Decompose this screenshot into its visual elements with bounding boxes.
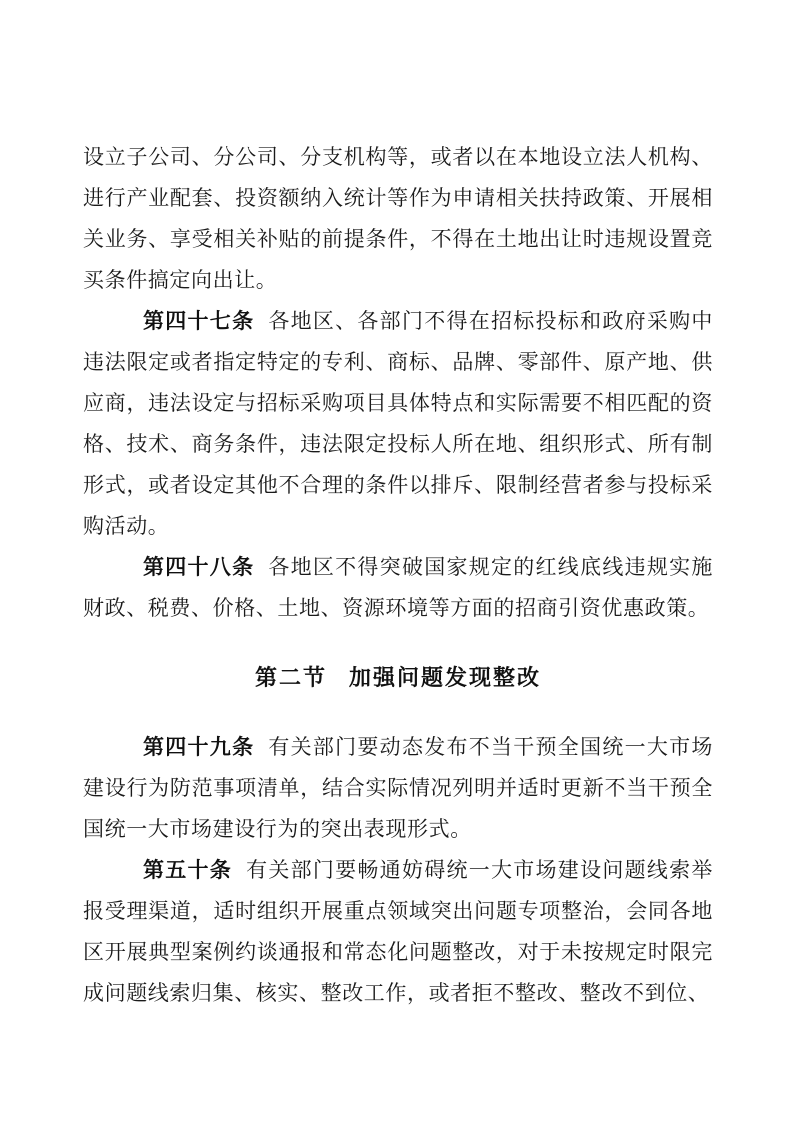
article-48-number: 第四十八条 [143, 555, 255, 579]
article-48-paragraph [83, 547, 713, 629]
document-text-block [83, 137, 713, 1014]
article-49-paragraph [83, 727, 713, 850]
article-50-paragraph [83, 850, 713, 1014]
article-49-number: 第四十九条 [143, 735, 255, 759]
article-49-text: 有关部门要动态发布不当干预全国统一大市场建设行为防范事项清单，结合实际情况列明并适时更新不当干预全国统一大市场建设行为的突出表现形式。 [83, 735, 714, 841]
section-number: 第二节 [254, 665, 327, 690]
paragraph-continuation: 设立子公司、分公司、分支机构等，或者以在本地设立法人机构、进行产业配套、投资额纳入统计等作为申请相关扶持政策、开展相关业务、享受相关补贴的前提条件，不得在土地出让时违规设置竞买条件搞定向出让。 [83, 145, 713, 292]
section-heading [83, 657, 713, 698]
article-50-number: 第五十条 [143, 858, 233, 882]
section-title: 加强问题发现整改 [349, 665, 542, 690]
article-48-text: 各地区不得突破国家规定的红线底线违规实施财政、税费、价格、土地、资源环境等方面的招商引资优惠政策。 [83, 555, 714, 620]
article-50-text: 有关部门要畅通妨碍统一大市场建设问题线索举报受理渠道，适时组织开展重点领域突出问题专项整治，会同各地区开展典型案例约谈通报和常态化问题整改，对于未按规定时限完成问题线索归集、核实、整改工作，或者拒不整改、整改不到位、 [83, 858, 713, 1005]
article-47-paragraph [83, 301, 713, 547]
article-47-text: 各地区、各部门不得在招标投标和政府采购中违法限定或者指定特定的专利、商标、品牌、零部件、原产地、供应商，违法设定与招标采购项目具体特点和实际需要不相匹配的资格、技术、商务条件，违法限定投标人所在地、组织形式、所有制形式，或者设定其他不合理的条件以排斥、限制经营者参与投标采购活动。 [83, 309, 714, 538]
article-47-number: 第四十七条 [143, 309, 255, 333]
